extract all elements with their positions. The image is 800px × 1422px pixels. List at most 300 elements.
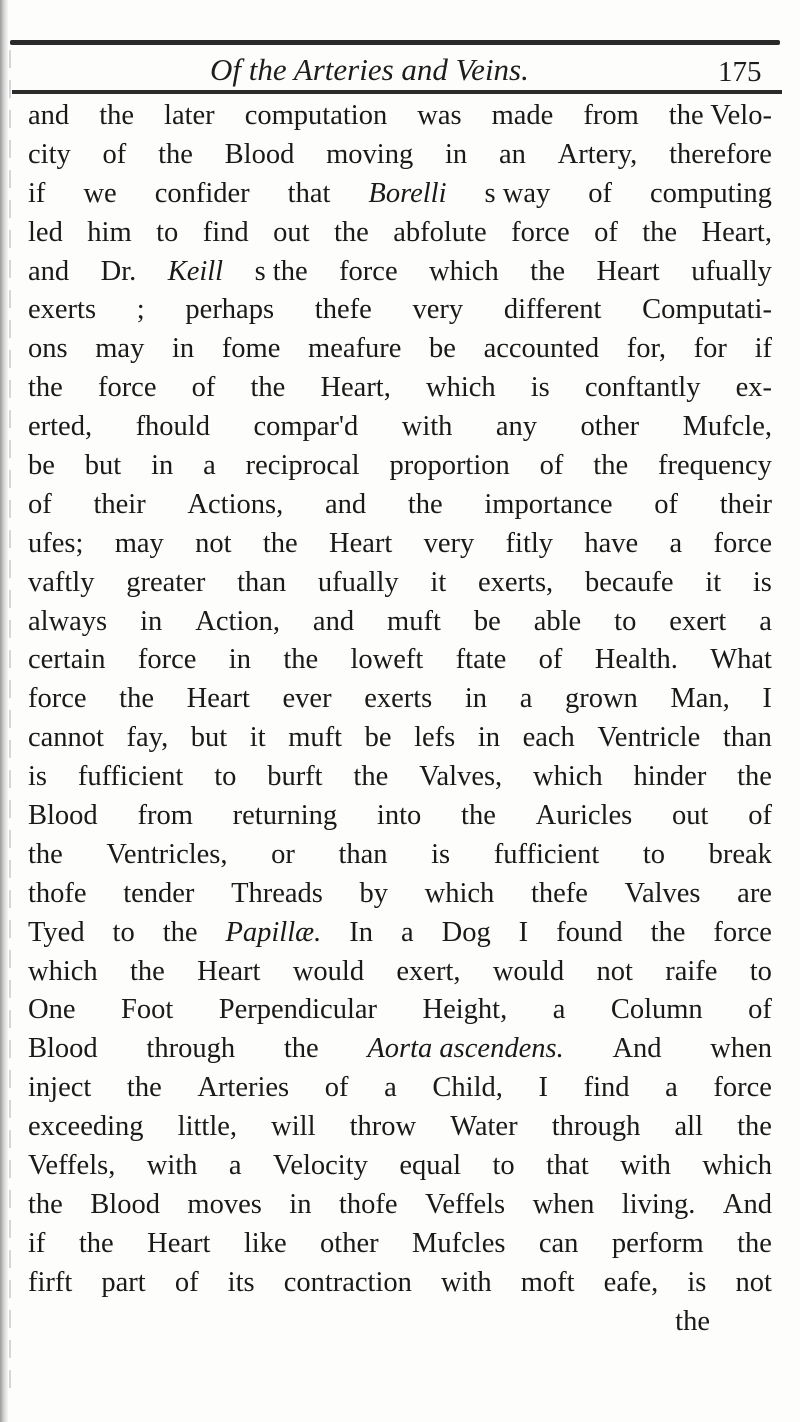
word: would	[492, 955, 565, 987]
word: Heart,	[320, 372, 391, 404]
running-head	[0, 50, 800, 94]
word: the	[353, 761, 389, 793]
word: of	[539, 450, 564, 482]
word: it	[249, 722, 266, 754]
word: are	[737, 877, 772, 909]
word: Auricles	[535, 800, 633, 832]
word: than	[338, 838, 388, 870]
word: Velocity	[272, 1150, 368, 1182]
word: may	[114, 527, 164, 559]
word: inject	[28, 1072, 92, 1104]
word: Papillæ.	[225, 916, 322, 948]
word: Heart	[197, 955, 261, 987]
word: What	[710, 644, 772, 676]
word: a	[384, 1072, 397, 1104]
word: hinder	[633, 761, 707, 793]
word: part	[101, 1266, 146, 1298]
word: by	[359, 877, 388, 909]
word: any	[495, 411, 538, 443]
word: And	[612, 1033, 662, 1065]
header-rule	[12, 90, 782, 94]
word: I	[538, 1072, 548, 1104]
text-line	[28, 447, 772, 486]
word: burft	[267, 761, 323, 793]
word: Health.	[594, 644, 678, 676]
word: Perpendicular	[218, 994, 378, 1026]
word: find	[583, 1072, 630, 1104]
word: ufually	[317, 566, 399, 598]
word: not	[735, 1266, 772, 1298]
word: throw	[349, 1111, 417, 1143]
word: Heart	[186, 683, 250, 715]
word: certain	[28, 644, 106, 676]
word: exerts	[364, 683, 433, 715]
word: in	[289, 1188, 312, 1220]
word: computing	[650, 177, 772, 209]
word: muft	[288, 722, 343, 754]
word: exerts	[28, 294, 97, 326]
word: very	[412, 294, 464, 326]
text-line	[28, 1264, 772, 1303]
word: Veffels,	[28, 1150, 116, 1182]
word: perhaps	[185, 294, 275, 326]
word: for	[693, 333, 727, 365]
word: Ventricle	[597, 722, 701, 754]
word: force	[511, 216, 570, 248]
word: from	[583, 100, 639, 131]
word: to	[614, 605, 637, 637]
word: of	[28, 488, 52, 520]
text-line	[28, 641, 772, 680]
word: to	[749, 955, 772, 987]
word: for,	[626, 333, 667, 365]
text-line	[28, 836, 772, 875]
word: Arteries	[197, 1072, 290, 1104]
word: which	[533, 761, 603, 793]
word: the	[593, 450, 629, 482]
word: if	[754, 333, 772, 365]
word: erted,	[28, 411, 93, 443]
word: meafure	[308, 333, 402, 365]
word: exerts,	[478, 566, 554, 598]
word: reciprocal	[245, 450, 360, 482]
word: if	[28, 1227, 46, 1259]
word: than	[237, 566, 287, 598]
word: is	[431, 838, 451, 870]
word: in	[464, 683, 488, 715]
word: with	[146, 1150, 198, 1182]
word: a	[519, 683, 533, 715]
word: be	[364, 722, 392, 754]
word: therefore	[669, 138, 772, 170]
word: ex-	[735, 372, 772, 404]
word: the	[407, 488, 443, 520]
word: the	[28, 838, 63, 870]
word: a	[228, 1150, 242, 1182]
word: abfolute	[393, 216, 487, 248]
word: the	[530, 255, 565, 287]
word: the	[642, 216, 678, 248]
word: Heart,	[701, 216, 772, 248]
word: Dr.	[100, 255, 137, 287]
word: like	[243, 1227, 287, 1259]
word: very	[423, 527, 475, 559]
text-line	[28, 1186, 772, 1225]
word: in	[151, 450, 174, 482]
binding-edge	[9, 50, 11, 1400]
text-line	[28, 680, 772, 719]
word: proportion	[389, 450, 510, 482]
text-line	[28, 253, 772, 292]
word: a	[552, 994, 566, 1026]
word: to	[642, 838, 666, 870]
word: that	[287, 177, 331, 209]
text-line	[28, 1108, 772, 1147]
word: a	[400, 916, 414, 948]
word: and	[324, 488, 367, 520]
word: s way	[484, 177, 551, 209]
word: different	[503, 294, 602, 326]
word: be	[429, 333, 456, 365]
text-line	[28, 330, 772, 369]
word: Valves,	[419, 761, 503, 793]
word: later	[164, 100, 215, 131]
word: when	[532, 1188, 595, 1220]
word: fitly	[505, 527, 554, 559]
text-line	[28, 1225, 772, 1264]
word: in	[171, 333, 195, 365]
word: Mufcles	[412, 1227, 506, 1259]
word: Action,	[195, 605, 280, 637]
word: the	[162, 916, 198, 948]
word: frequency	[657, 450, 772, 482]
word: able	[533, 605, 582, 637]
word: moves	[187, 1188, 262, 1220]
word: was	[417, 100, 462, 131]
word: city	[28, 138, 71, 170]
word: perform	[611, 1227, 704, 1259]
text-line	[28, 97, 772, 136]
word: other	[320, 1227, 379, 1259]
word: greater	[126, 566, 206, 598]
word: the	[737, 761, 772, 793]
word: the	[130, 955, 165, 987]
word: Blood	[224, 138, 295, 170]
text-line	[28, 758, 772, 797]
word: tender	[123, 877, 195, 909]
word: with	[440, 1266, 492, 1298]
word: it	[430, 566, 447, 598]
text-line	[28, 1147, 772, 1186]
word: moft	[520, 1266, 575, 1298]
word: the	[28, 1188, 63, 1220]
word: be	[473, 605, 501, 637]
word: importance	[484, 488, 613, 520]
word: of	[538, 644, 563, 676]
word: from	[137, 800, 193, 832]
word: exceeding	[28, 1111, 144, 1143]
text-line	[28, 797, 772, 836]
word: Man,	[670, 683, 730, 715]
word: the	[158, 138, 193, 170]
word: Keill	[167, 255, 224, 287]
text-line	[28, 719, 772, 758]
word: thofe	[338, 1188, 398, 1220]
text-line	[28, 953, 772, 992]
word: through	[146, 1033, 236, 1065]
word: break	[708, 838, 772, 870]
word: other	[580, 411, 640, 443]
word: in	[228, 644, 251, 676]
word: in	[477, 722, 501, 754]
word: when	[710, 1033, 772, 1065]
word: but	[84, 450, 122, 482]
word: be	[28, 450, 55, 482]
word: of	[748, 800, 772, 832]
word: exert,	[396, 955, 461, 987]
word: Heart	[328, 527, 393, 559]
word: of	[324, 1072, 349, 1104]
word: the	[262, 527, 298, 559]
word: not	[596, 955, 633, 987]
word: the	[333, 216, 369, 248]
word: Dog	[441, 916, 491, 948]
word: found	[556, 916, 623, 948]
word: its	[227, 1266, 255, 1298]
word: have	[584, 527, 639, 559]
word: force	[28, 683, 87, 715]
word: the Velo-	[668, 100, 772, 131]
word: Tyed	[28, 916, 85, 948]
word: and	[28, 100, 70, 131]
word: exert	[669, 605, 727, 637]
word: with	[620, 1150, 671, 1182]
word: Threads	[231, 877, 323, 909]
top-rule	[10, 40, 780, 45]
word: a	[759, 605, 772, 637]
word: in	[140, 605, 163, 637]
word: accounted	[483, 333, 600, 365]
word: the	[99, 100, 135, 131]
word: the	[461, 800, 496, 832]
word: computation	[244, 100, 388, 131]
word: Computati-	[642, 294, 772, 326]
word: raife	[665, 955, 718, 987]
word: may	[95, 333, 145, 365]
word: ons	[28, 333, 68, 365]
word: always	[28, 605, 108, 637]
word: of	[191, 372, 216, 404]
word: of	[174, 1266, 199, 1298]
word: of	[594, 216, 618, 248]
word: Blood	[28, 1033, 98, 1065]
word: the	[250, 372, 286, 404]
word: and	[28, 255, 70, 287]
word: a	[665, 1072, 678, 1104]
word: is	[28, 761, 48, 793]
word: grown	[564, 683, 638, 715]
text-line	[28, 603, 772, 642]
word: of	[102, 138, 127, 170]
word: the	[78, 1227, 114, 1259]
word: of	[588, 177, 613, 209]
word: moving	[326, 138, 414, 170]
word: the	[126, 1072, 162, 1104]
word: a	[669, 527, 683, 559]
word: cannot	[28, 722, 104, 754]
word: Veffels	[424, 1188, 506, 1220]
word: each	[522, 722, 575, 754]
word: than	[722, 722, 772, 754]
word: Mufcle,	[682, 411, 772, 443]
word: s the	[254, 255, 308, 287]
text-line	[28, 525, 772, 564]
word: force	[713, 527, 772, 559]
word: ftate	[455, 644, 507, 676]
word: into	[376, 800, 422, 832]
text-line	[28, 214, 772, 253]
word: conftantly	[584, 372, 701, 404]
word: find	[202, 216, 249, 248]
text-line	[28, 369, 772, 408]
word: becaufe	[584, 566, 674, 598]
word: Foot	[120, 994, 174, 1026]
word: force	[137, 644, 197, 676]
text-line	[28, 1030, 772, 1069]
word: living.	[621, 1188, 696, 1220]
word: returning	[232, 800, 338, 832]
word: will	[271, 1111, 316, 1143]
word: And	[722, 1188, 772, 1220]
word: but	[190, 722, 228, 754]
word: vaftly	[28, 566, 95, 598]
word: which	[425, 372, 496, 404]
word: the	[119, 683, 154, 715]
word: the	[675, 1305, 710, 1337]
text-line	[28, 136, 772, 175]
word: Height,	[422, 994, 508, 1026]
word: thefe	[314, 294, 372, 326]
word: their	[93, 488, 146, 520]
text-line	[28, 1069, 772, 1108]
word: Artery,	[557, 138, 638, 170]
word: confider	[154, 177, 250, 209]
page-number: 175	[718, 56, 762, 88]
text-line	[28, 408, 772, 447]
word: can	[538, 1227, 579, 1259]
word: or	[271, 838, 295, 870]
text-line	[28, 875, 772, 914]
word: firft	[28, 1266, 73, 1298]
word: ever	[282, 683, 332, 715]
word: is	[530, 372, 550, 404]
text-line	[28, 1303, 772, 1342]
word: lefs	[414, 722, 456, 754]
word: force	[97, 372, 157, 404]
word: fufficient	[77, 761, 184, 793]
word: their	[719, 488, 772, 520]
text-line	[28, 486, 772, 525]
word: Heart	[596, 255, 660, 287]
word: Heart	[147, 1227, 211, 1259]
word: force	[713, 916, 772, 948]
word: which	[429, 255, 499, 287]
word: to	[156, 216, 179, 248]
text-line	[28, 175, 772, 214]
word: which	[424, 877, 495, 909]
word: of	[748, 994, 772, 1026]
word: which	[28, 955, 98, 987]
word: to	[112, 916, 135, 948]
word: out	[273, 216, 310, 248]
word: the	[737, 1111, 772, 1143]
word: and	[312, 605, 355, 637]
word: that	[546, 1150, 589, 1182]
word: which	[702, 1150, 772, 1182]
page-binding-shadow	[0, 0, 8, 1422]
word: force	[713, 1072, 772, 1104]
word: ufes;	[28, 527, 84, 559]
word: made	[491, 100, 554, 131]
word: ufually	[691, 255, 772, 287]
word: Borelli	[368, 177, 447, 209]
word: ;	[136, 294, 145, 326]
word: if	[28, 177, 46, 209]
word: Blood	[90, 1188, 160, 1220]
text-line	[28, 914, 772, 953]
word: Column	[610, 994, 703, 1026]
word: One	[28, 994, 76, 1026]
word: through	[551, 1111, 641, 1143]
word: contraction	[283, 1266, 412, 1298]
word: I	[518, 916, 529, 948]
word: In	[349, 916, 374, 948]
word: Aorta ascendens.	[367, 1033, 564, 1065]
word: Blood	[28, 800, 98, 832]
text-line	[28, 991, 772, 1030]
word: Actions,	[187, 488, 284, 520]
word: of	[654, 488, 679, 520]
word: force	[339, 255, 398, 287]
word: an	[498, 138, 526, 170]
word: eafe,	[603, 1266, 659, 1298]
word: loweft	[350, 644, 424, 676]
word: fhould	[135, 411, 210, 443]
word: I	[762, 683, 772, 715]
word: the	[650, 916, 686, 948]
word: we	[83, 177, 117, 209]
word: little,	[177, 1111, 238, 1143]
word: led	[28, 216, 63, 248]
word: muft	[387, 605, 441, 637]
word: Water	[450, 1111, 518, 1143]
word: Valves	[624, 877, 701, 909]
word: is	[752, 566, 772, 598]
word: fay,	[126, 722, 169, 754]
word: thefe	[530, 877, 588, 909]
word: not	[195, 527, 232, 559]
word: a	[203, 450, 216, 482]
word: to	[492, 1150, 515, 1182]
body-text	[28, 97, 772, 1342]
word: compar'd	[253, 411, 359, 443]
word: fufficient	[493, 838, 600, 870]
word: with	[401, 411, 453, 443]
word: equal	[399, 1150, 462, 1182]
word: fome	[221, 333, 281, 365]
word: to	[214, 761, 237, 793]
word: him	[87, 216, 132, 248]
